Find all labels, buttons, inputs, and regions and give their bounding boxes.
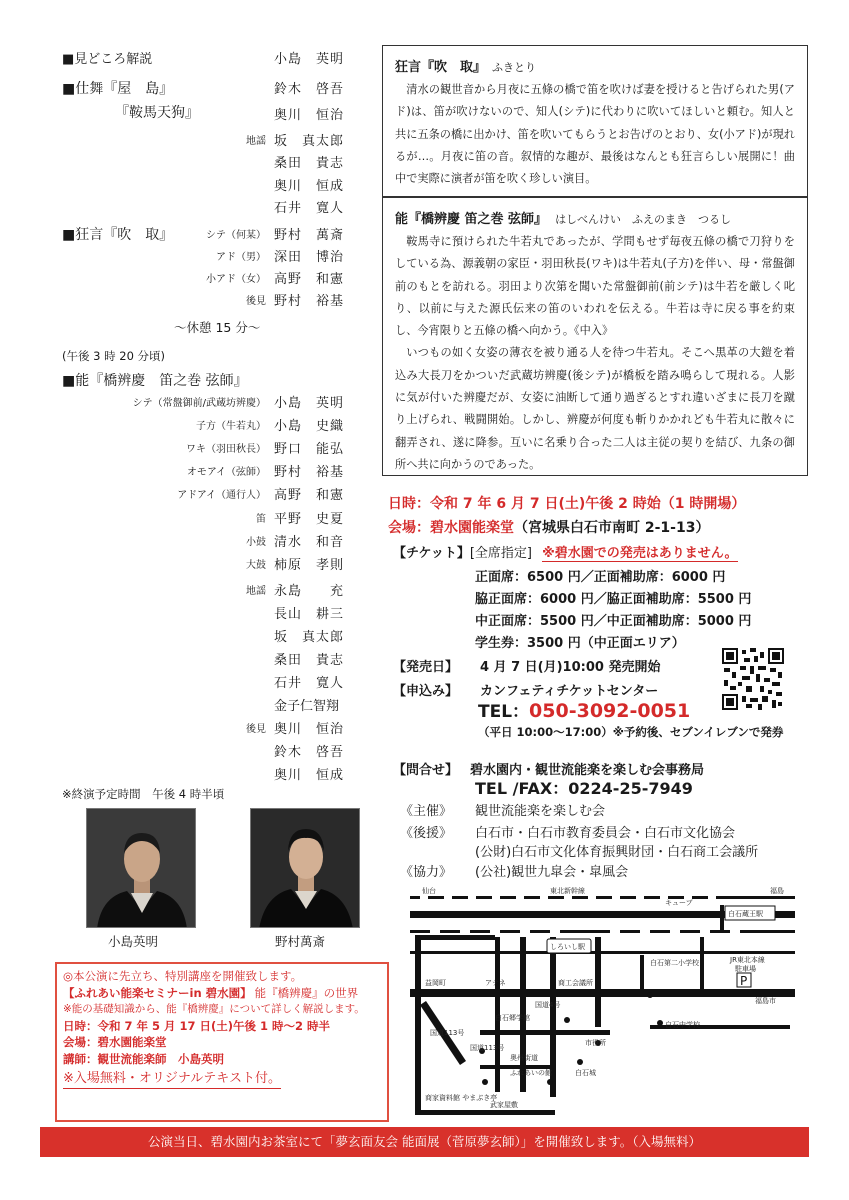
shimai-performer-2: 奥川 恒治 [274,108,345,123]
jiutai2-role: 地謡 [246,586,266,597]
map-label: 福島市 [755,997,776,1005]
noh-role: 子方（牛若丸） [196,421,266,432]
apply-hours: （平日 10:00〜17:00）※予約後、セブンイレブンで発券 [478,725,784,739]
map-label: 商家資料館 やまぶき亭 [425,1094,498,1102]
kyogen-role: アド（男） [216,252,266,263]
jiutai2-name: 桑田 貴志 [274,653,345,668]
map-label: 国道113号 [470,1044,505,1052]
map-label: 奥州街道 [510,1054,538,1062]
koken-name: 鈴木 啓吾 [274,745,345,760]
photo-kojima [86,808,196,928]
access-map [400,885,805,1125]
kyogen-box-title: 狂言『吹 取』 ふきとり [395,60,537,75]
map-label: 市役所 [585,1039,606,1047]
end-time: ※終演予定時間 午後 4 時半頃 [62,787,225,801]
kyogen-box-text: 清水の観世音から月夜に五條の橋で笛を吹けば妻を授けると告げられた男(アド)は、笛が吹けないので、知人(シテ)に代わりに吹いてほしいと頼む。知人と共に五条の橋に出かけ、笛を吹いてもらうとお告げのとおり、女(小アド)が現れるが…。月夜に笛の音。叙情的な趣が、最後はなんとも狂言らしい展開に！曲中で実際に演者が笛を吹く珍しい演目。 [395,83,795,186]
map-label: 白石第二小学校 [650,959,699,967]
noh-name: 小島 英明 [274,396,345,411]
kyogen-name: 野村 萬斎 [274,228,345,243]
kyogen-name: 高野 和憲 [274,272,345,287]
map-label: 駐車場 [735,965,756,973]
kyogen-role: シテ（何某） [206,230,266,241]
noh-name: 野村 裕基 [274,465,345,480]
noh-role: オモアイ（弦師） [186,467,266,478]
contact-tel: TEL /FAX：0224-25-7949 [475,779,693,798]
map-label: 白石蔵王駅 [728,910,763,918]
music-name: 清水 和音 [274,535,345,550]
price-line: 中正面席：5500 円／中正面補助席：5000 円 [475,614,752,629]
map-label: 国道4号 [535,1001,561,1009]
noh-role: アドアイ（通行人） [177,490,266,501]
support-2: (公財)白石市文化体育振興財団・白石商工会議所 [475,845,759,860]
qr-code-icon[interactable] [722,648,784,710]
map-label: 白石城 [575,1069,596,1077]
map-label: 武家屋敷 [490,1101,518,1109]
kyogen-name: 野村 裕基 [274,294,345,309]
apply-label: 【申込み】 [393,684,459,699]
noh-role: シテ（常盤御前/武蔵坊辨慶） [132,398,266,409]
apply-center: カンフェティチケットセンター [480,684,659,699]
koken-name: 奥川 恒治 [274,722,345,737]
seminar-title: 【ふれあい能楽セミナーin 碧水園】 能『橋辨慶』の世界 [63,985,359,1000]
koken-role: 後見 [246,724,266,735]
map-label: 商工会議所 [558,979,593,987]
ticket-header: 【チケット】[全席指定] ※碧水園での発売はありません。 [393,546,738,561]
noh-label: ■能『橋辨慶 笛之巻 弦師』 [62,373,248,389]
seminar-free: ※入場無料・オリジナルテキスト付。 [63,1071,281,1089]
price-line: 脇正面席：6000 円／脇正面補助席：5500 円 [475,592,752,607]
kyogen-role: 後見 [246,296,266,307]
noh-box-text-1: 鞍馬寺に預けられた牛若丸であったが、学問もせず毎夜五條の橋で刀狩りをしている為、源義朝の家臣・羽田秋長(ワキ)は牛若丸(子方)を伴い、母・常盤御前のもとを訪れる。羽田より次第を聞いた常盤御前(前シテ)は牛若を厳しく叱り、以前に与えた源氏伝来の笛のいわれを伝える。牛若は寺に戻る事を約束し、今宵限りと五條の橋へ向かう。《中入》 [395,235,795,338]
map-label: 国道113号 [430,1029,465,1037]
seminar-venue: 会場：碧水園能楽堂 [63,1035,167,1049]
jiutai1-role: 地謡 [246,136,266,147]
kyogen-description-box [382,45,808,197]
map-label: 益岡町 [425,979,446,987]
seminar-lecturer: 講師：観世流能楽師 小島英明 [63,1051,224,1066]
map-label: しろいし駅 [550,943,585,951]
coop-label: 《協力》 [400,865,453,880]
koken-name: 奥川 恒成 [274,768,345,783]
jiutai2-name: 坂 真太郎 [274,630,345,645]
jiutai2-name: 永島 充 [274,584,345,599]
organizer: 観世流能楽を楽しむ会 [475,804,606,819]
event-venue: 会場：碧水園能楽堂（宮城県白石市南町 2-1-13） [388,520,710,536]
map-label: キューブ [665,899,693,907]
sale-label: 【発売日】 [393,660,459,675]
seminar-note: ※能の基礎知識から、能『橋辨慶』について詳しく解説します。 [63,1003,365,1015]
noh-box-title: 能『橋辨慶 笛之巻 弦師』 はしべんけい ふえのまき つるし [395,212,732,227]
apply-tel: TEL：050-3092-0051 [478,700,691,722]
map-label: ふれあいの館 [510,1069,552,1077]
map-label: 東北新幹線 [550,887,585,895]
music-name: 柿原 孝則 [274,558,345,573]
music-role: 笛 [256,514,266,525]
price-line: 正面席：6500 円／正面補助席：6000 円 [475,570,726,585]
music-role: 小鼓 [246,537,266,548]
contact-org: 碧水園内・観世流能楽を楽しむ会事務局 [470,763,705,778]
shimai-performer-1: 鈴木 啓吾 [274,82,345,97]
coop: (公社)観世九皐会・皐風会 [475,865,629,880]
sale-date: 4 月 7 日(月)10:00 発売開始 [480,660,661,675]
seminar-box [55,962,389,1122]
jiutai1-name: 坂 真太郎 [274,134,345,149]
seminar-date: 日時：令和 7 年 5 月 17 日(土)午後 1 時〜2 時半 [63,1018,331,1033]
noh-role: ワキ（羽田秋長） [186,444,266,455]
portrait-nomura-icon [251,809,360,928]
kyogen-role: 小アド（女） [206,274,266,285]
noh-description-box [382,197,808,476]
explanation-performer: 小島 英明 [274,52,345,67]
noh-name: 小島 史織 [274,419,345,434]
map-label: 仙台 [422,887,436,895]
jiutai1-name: 奥川 恒成 [274,179,345,194]
event-date: 日時：令和 7 年 6 月 7 日(土)午後 2 時始（1 時開場） [388,496,746,512]
noh-name: 高野 和憲 [274,488,345,503]
kyogen-label: ■狂言『吹 取』 [62,227,174,243]
noh-box-text-2: いつもの如く女姿の薄衣を被り通る人を待つ牛若丸。そこへ黒革の大鎧を着込み大長刀をかついだ武蔵坊辨慶(後シテ)が橋板を踏み鳴らして現れる。人影に気が付いた辨慶だが、女姿に油断して通り過ぎるとすれ違いざまに長刀を蹴り上げられ、戦闘開始。しかし、辨慶が何度も斬りかかれども牛若丸に散々に翻弄され、遂に降参。互いに名乗り合った二人は主従の契りを結び、九条の御所へ共に向かうのであった。 [395,346,795,471]
jiutai2-name: 金子仁智翔 [274,699,340,714]
break-text: 〜休憩 15 分〜 [174,320,261,335]
photo-nomura [250,808,360,928]
jiutai1-name: 桑田 貴志 [274,156,345,171]
music-role: 大鼓 [246,560,266,571]
explanation-label: ■見どころ解説 [62,52,153,67]
resume-time: (午後 3 時 20 分頃) [62,349,166,363]
contact-label: 【問合せ】 [393,763,459,778]
svg-text:P: P [740,974,748,988]
support-label: 《後援》 [400,826,453,841]
photo-caption-kojima: 小島英明 [108,934,159,949]
jiutai2-name: 長山 耕三 [274,607,345,622]
map-label: 白石中学校 [665,1021,700,1029]
price-line: 学生券：3500 円（中正面エリア） [475,636,685,651]
support-1: 白石市・白石市教育委員会・白石市文化協会 [475,826,736,841]
map-label: 白石郷学館 [495,1014,530,1022]
exhibition-banner: 公演当日、碧水園内お茶室にて「夢玄面友会 能面展（菅原夢玄師）」を開催致します。（入場無料） [40,1127,809,1157]
jiutai2-name: 石井 寛人 [274,676,345,691]
portrait-kojima-icon [87,809,196,928]
shimai-label-2: 『鞍馬天狗』 [115,105,199,121]
music-name: 平野 史夏 [274,512,345,527]
jiutai1-name: 石井 寛人 [274,201,345,216]
kyogen-name: 深田 博治 [274,250,345,265]
shimai-label: ■仕舞『屋 島』 [62,81,174,97]
organizer-label: 《主催》 [400,804,453,819]
map-label: JR東北本線 [730,956,765,964]
map-label: 福島 [770,887,784,895]
noh-name: 野口 能弘 [274,442,345,457]
photo-caption-nomura: 野村萬斎 [275,934,326,949]
seminar-intro: ◎本公演に先立ち、特別講座を開催致します。 [63,969,303,983]
map-label: アテネ [485,979,506,987]
